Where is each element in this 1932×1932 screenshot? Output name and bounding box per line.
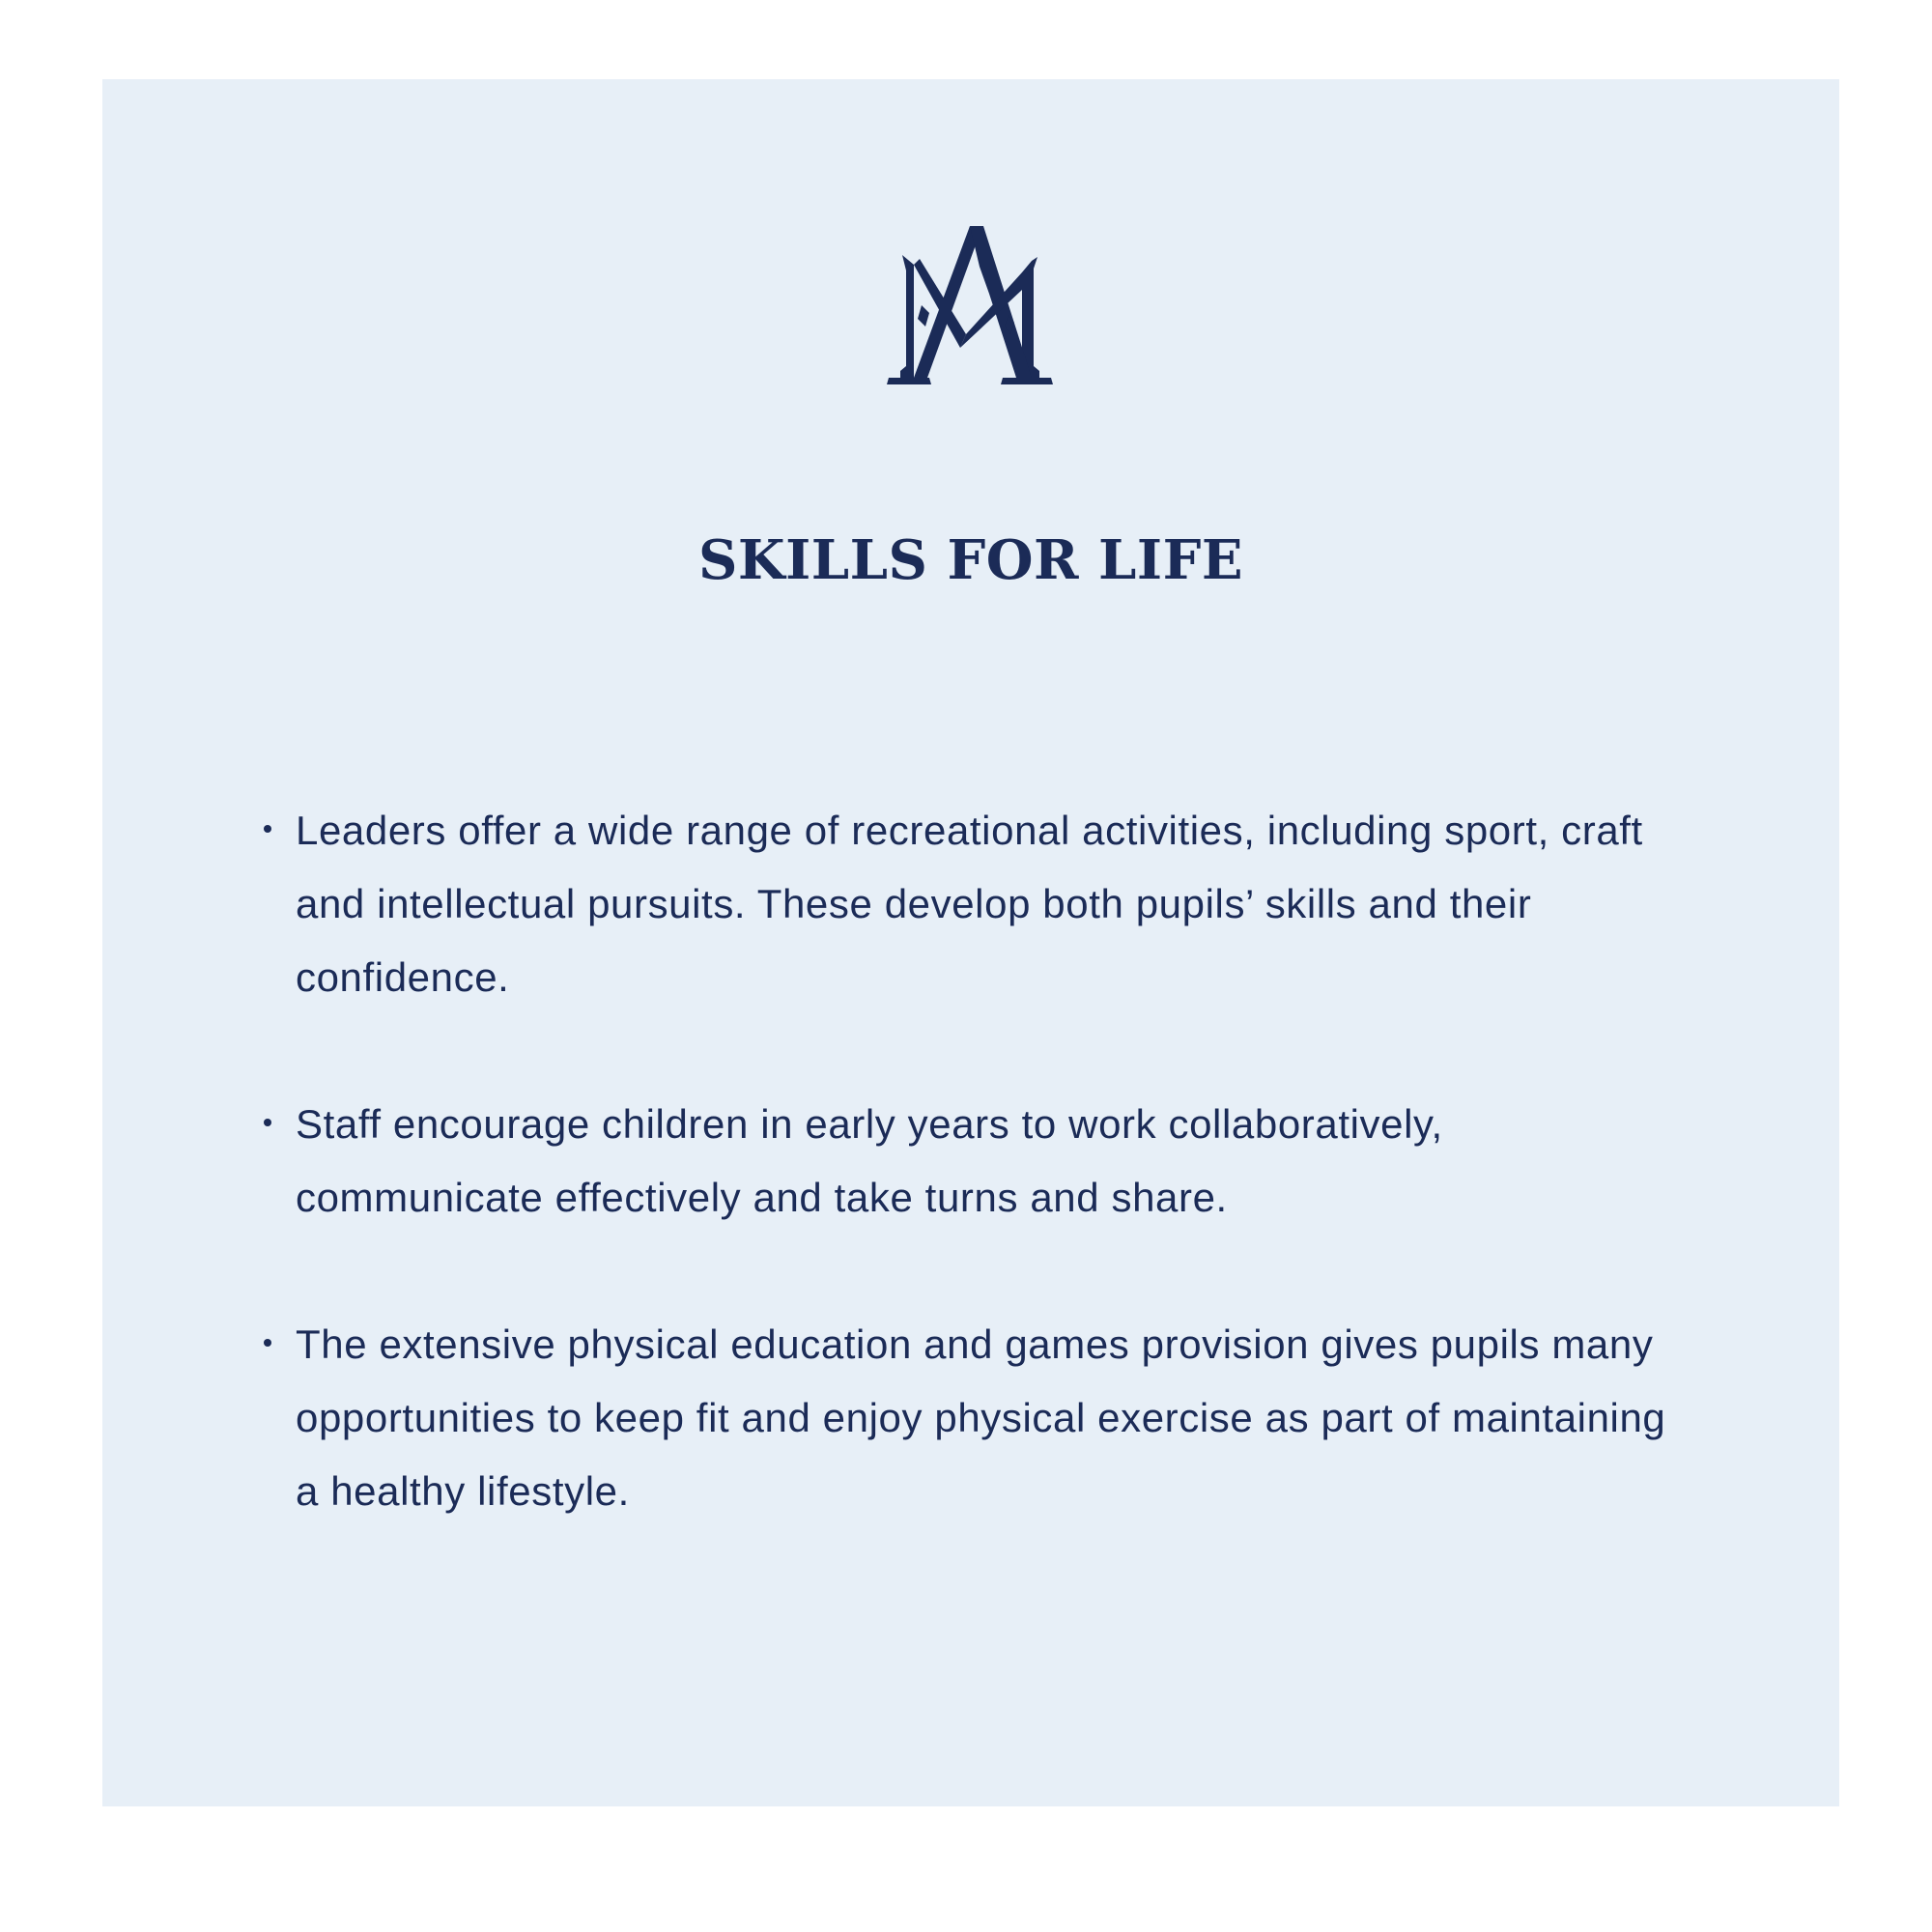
bullet-icon <box>264 1339 271 1347</box>
content-panel <box>102 79 1839 1806</box>
list-item <box>296 794 1687 1014</box>
bullet-icon <box>264 1119 271 1126</box>
list-item-text: Leaders offer a wide range of recreational activities, including sport, craft and intellectual pursuits. These develop both pupils’ skills and their confidence. <box>296 808 1643 1000</box>
bullet-list <box>296 794 1687 1602</box>
list-item <box>296 1088 1687 1235</box>
bullet-icon <box>264 825 271 833</box>
monogram-logo-icon <box>887 226 1053 392</box>
list-item-text: Staff encourage children in early years to work collaboratively, communicate effectively and take turns and share. <box>296 1101 1443 1220</box>
page-title: SKILLS FOR LIFE <box>697 528 1244 592</box>
list-item <box>296 1308 1687 1528</box>
list-item-text: The extensive physical education and games provision gives pupils many opportunities to keep fit and enjoy physical exercise as part of maintaining a healthy lifestyle. <box>296 1321 1666 1514</box>
